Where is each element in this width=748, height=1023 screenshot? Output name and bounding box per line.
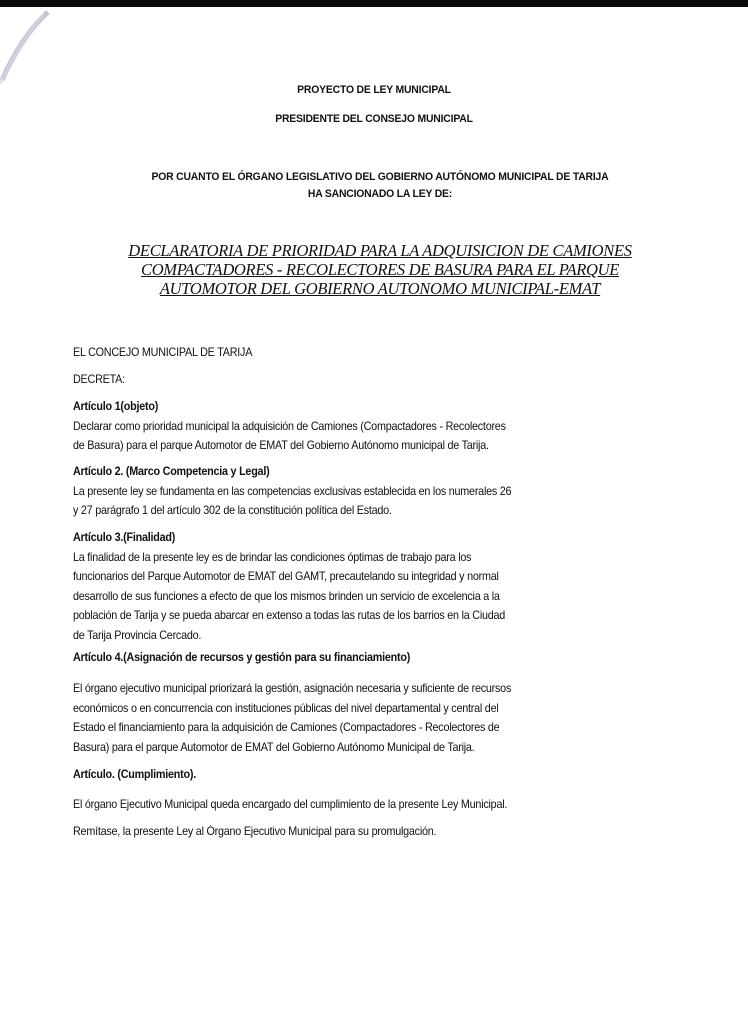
closing-line: Remítase, la presente Ley al Órgano Ejecutivo Municipal para su promulgación. xyxy=(73,825,437,838)
article-cumplimiento-heading-block xyxy=(73,765,640,785)
article-1 xyxy=(73,397,640,456)
article-heading: Artículo. (Cumplimiento). xyxy=(73,768,196,781)
article-text-line: de Tarija Provincia Cercado. xyxy=(73,628,202,642)
article-text-line: de Basura) para el parque Automotor de EMAT del Gobierno Autónomo municipal de Tarija. xyxy=(73,439,489,452)
article-text-line: El órgano ejecutivo municipal priorizará la gestión, asignación necesaria y suficiente de recursos xyxy=(73,682,512,695)
article-heading: Artículo 2. (Marco Competencia y Legal) xyxy=(73,465,270,478)
concejo-line: EL CONCEJO MUNICIPAL DE TARIJA xyxy=(73,346,253,359)
article-heading: Artículo 4.(Asignación de recursos y gestión para su financiamiento) xyxy=(73,651,411,664)
law-title-line: COMPACTADORES - RECOLECTORES DE BASURA PARA EL PARQUE xyxy=(140,260,620,279)
law-title-line: DECLARATORIA DE PRIORIDAD PARA LA ADQUISICION DE CAMIONES xyxy=(128,241,632,260)
article-text-line: económicos o en concurrencia con instituciones públicas del nivel departamental y central del xyxy=(73,701,499,715)
article-text-line: población de Tarija y se pueda abarcar en extenso a todas las rutas de los barrios en la Ciudad xyxy=(73,609,506,622)
article-text-line: desarrollo de sus funciones a efecto de que los mismos brinden un servicio de excelencia a la xyxy=(73,589,500,603)
document-header-subtitle: PRESIDENTE DEL CONSEJO MUNICIPAL xyxy=(275,113,473,125)
article-text-line: El órgano Ejecutivo Municipal queda encargado del cumplimiento de la presente Ley Municipal. xyxy=(73,798,508,811)
article-2 xyxy=(73,462,640,521)
law-title-line: AUTOMOTOR DEL GOBIERNO AUTONOMO MUNICIPAL-EMAT xyxy=(159,279,601,298)
law-title xyxy=(60,241,700,298)
article-text-line: Basura) para el parque Automotor de EMAT del Gobierno Autónomo Municipal de Tarija. xyxy=(73,740,475,754)
article-3 xyxy=(73,528,640,645)
por-cuanto-line: POR CUANTO EL ÓRGANO LEGISLATIVO DEL GOBIERNO AUTÓNOMO MUNICIPAL DE TARIJA xyxy=(151,171,609,183)
article-text-line: Estado el financiamiento para la adquisición de Camiones (Compactadores - Recolectores de xyxy=(73,721,500,734)
article-heading: Artículo 3.(Finalidad) xyxy=(73,531,176,544)
article-text-line: Declarar como prioridad municipal la adquisición de Camiones (Compactadores - Recolectores xyxy=(73,419,506,433)
article-cumplimiento xyxy=(73,795,640,815)
article-text-line: funcionarios del Parque Automotor de EMAT del GAMT, precautelando su integridad y normal xyxy=(73,570,499,583)
document-header-title: PROYECTO DE LEY MUNICIPAL xyxy=(297,84,451,96)
article-4 xyxy=(73,679,640,757)
sancionado-line: HA SANCIONADO LA LEY DE: xyxy=(307,188,453,200)
article-heading: Artículo 1(objeto) xyxy=(73,400,159,413)
article-text-line: y 27 parágrafo 1 del artículo 302 de la constitución política del Estado. xyxy=(73,504,392,517)
article-text-line: La finalidad de la presente ley es de brindar las condiciones óptimas de trabajo para los xyxy=(73,550,472,564)
article-4-heading-block xyxy=(73,648,640,668)
decreta-line: DECRETA: xyxy=(73,373,125,386)
article-text-line: La presente ley se fundamenta en las competencias exclusivas establecida en los numerales 26 xyxy=(73,484,512,498)
